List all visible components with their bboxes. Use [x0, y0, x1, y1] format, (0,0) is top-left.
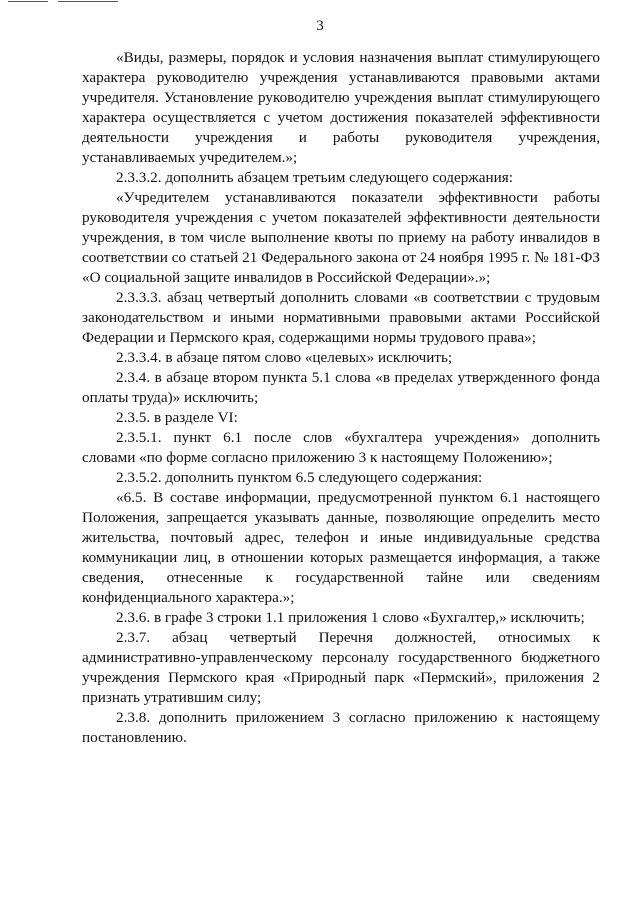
paragraph-stimulating-payments-quote: «Виды, размеры, порядок и условия назначения выплат стимулирующего характера руководителю учреждения устанавливаются правовыми актами учредителя. Установление руководителю учреждения выплат стимулирующего характера осуществляется с учетом достижения показателей эффективности деятельности учреждения и работы руководителя учреждения, устанавливаемых учредителем.»;: [82, 49, 600, 166]
page-number: 3: [316, 18, 324, 34]
paragraph-2-3-4: 2.3.4. в абзаце втором пункта 5.1 слова «в пределах утвержденного фонда оплаты труда)» исключить;: [82, 369, 600, 406]
paragraph-2-3-6: 2.3.6. в графе 3 строки 1.1 приложения 1 слово «Бухгалтер,» исключить;: [116, 609, 585, 626]
paragraph-2-3-3-3: 2.3.3.3. абзац четвертый дополнить словами «в соответствии с трудовым законодательством и иными нормативными правовыми актами Российской Федерации и Пермского края, содержащими нормы трудового права»;: [82, 289, 600, 346]
paragraph-2-3-7: 2.3.7. абзац четвертый Перечня должностей, относимых к административно-управленческому персоналу государственного бюджетного учреждения Пермского края «Природный парк «Пермский», приложения 2 признать утратившим силу;: [82, 629, 600, 706]
paragraph-2-3-5-2: 2.3.5.2. дополнить пунктом 6.5 следующего содержания:: [116, 469, 483, 486]
paragraph-2-3-5: 2.3.5. в разделе VI:: [116, 409, 238, 426]
paragraph-2-3-3-4: 2.3.3.4. в абзаце пятом слово «целевых» исключить;: [116, 349, 453, 366]
paragraph-2-3-3-2: 2.3.3.2. дополнить абзацем третьим следующего содержания:: [116, 169, 513, 186]
scan-edge-mark-middle: [58, 1, 118, 2]
paragraph-efficiency-quote: «Учредителем устанавливаются показатели эффективности работы руководителя учреждения с учетом показателей эффективности деятельности учреждения, в том числе выполнение квоты по приему на работу инвалидов в соответствии со статьей 21 Федерального закона от 24 ноября 1995 г. № 181-ФЗ «О социальной защите инвалидов в Российской Федерации».»;: [82, 189, 600, 286]
paragraph-2-3-8: 2.3.8. дополнить приложением 3 согласно приложению к настоящему постановлению.: [82, 709, 600, 746]
document-body: [82, 48, 600, 748]
scan-edge-mark-left: [8, 1, 48, 2]
paragraph-6-5-quote: «6.5. В составе информации, предусмотренной пунктом 6.1 настоящего Положения, запрещается указывать данные, позволяющие определить место жительства, почтовый адрес, телефон и иные индивидуальные средства коммуникации лиц, в отношении которых размещается информация, а также сведения, отнесенные к государственной тайне или сведениям конфиденциального характера.»;: [82, 489, 600, 606]
paragraph-2-3-5-1: 2.3.5.1. пункт 6.1 после слов «бухгалтера учреждения» дополнить словами «по форме согласно приложению 3 к настоящему Положению»;: [82, 429, 600, 466]
